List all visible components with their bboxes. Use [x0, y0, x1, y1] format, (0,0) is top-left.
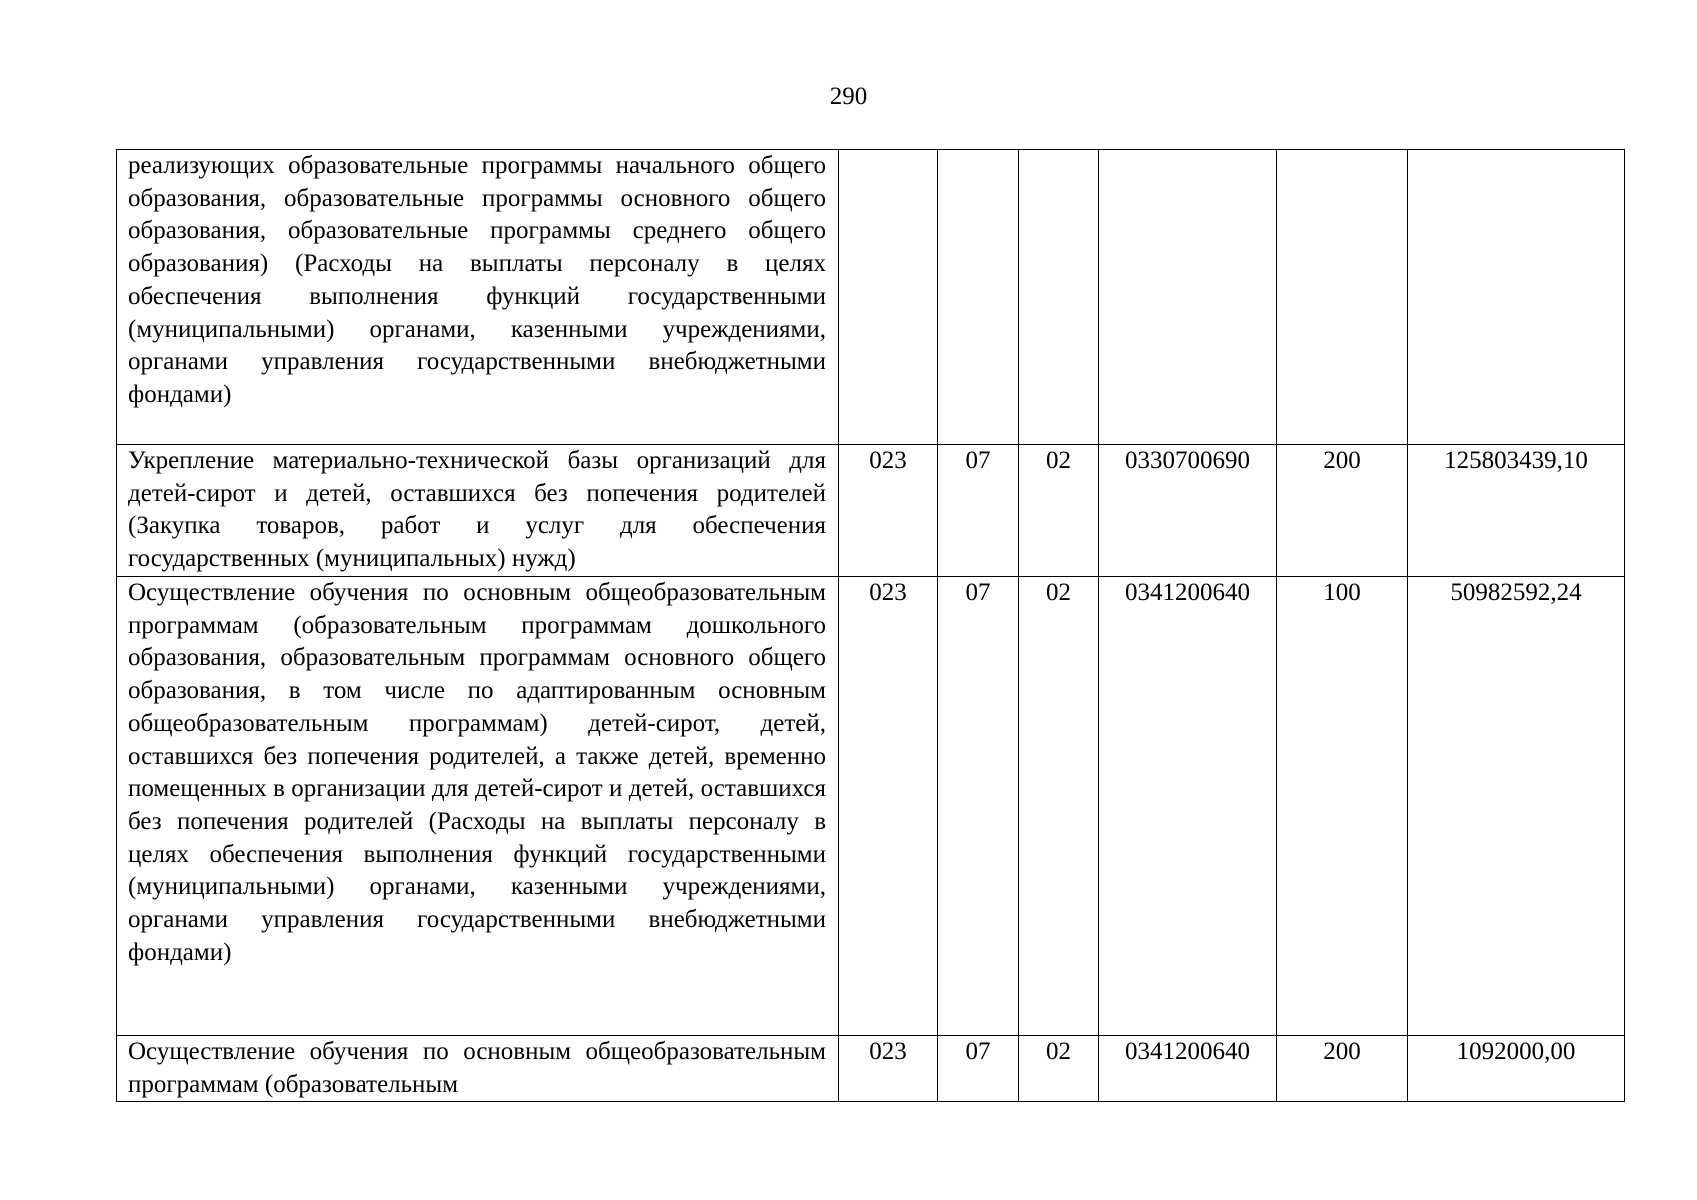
row-section-code: 07 [938, 1036, 1019, 1102]
row-expense-type-code: 100 [1277, 577, 1408, 1036]
row-target-article-code: 0341200640 [1099, 1036, 1277, 1102]
table-row [117, 445, 1625, 577]
row-description: Осуществление обучения по основным общеобразовательным программам (образовательным программам дошкольного образования, образовательным программам основного общего образования, в том числе по адаптированным основным общеобразовательным программам) детей-сирот, детей, оставшихся без попечения родителей, а также детей, временно помещенных в организации для детей-сирот и детей, оставшихся без попечения родителей (Расходы на выплаты персоналу в целях обеспечения выполнения функций государственными (муниципальными) органами, казенными учреждениями, органами управления государственными внебюджетными фондами) [117, 577, 839, 1036]
row-ved-code [839, 150, 938, 445]
row-description: Осуществление обучения по основным общеобразовательным программам (образовательным [117, 1036, 839, 1102]
row-target-article-code [1099, 150, 1277, 445]
row-sum: 125803439,10 [1408, 445, 1625, 577]
row-subsection-code: 02 [1019, 445, 1099, 577]
row-section-code: 07 [938, 577, 1019, 1036]
row-section-code [938, 150, 1019, 445]
row-expense-type-code [1277, 150, 1408, 445]
row-ved-code: 023 [839, 577, 938, 1036]
row-subsection-code: 02 [1019, 1036, 1099, 1102]
row-expense-type-code: 200 [1277, 1036, 1408, 1102]
row-sum: 1092000,00 [1408, 1036, 1625, 1102]
page-number: 290 [829, 83, 868, 110]
row-ved-code: 023 [839, 445, 938, 577]
table-row [117, 1036, 1625, 1102]
row-subsection-code: 02 [1019, 577, 1099, 1036]
row-section-code: 07 [938, 445, 1019, 577]
budget-table [116, 149, 1625, 1102]
row-target-article-code: 0341200640 [1099, 577, 1277, 1036]
row-sum: 50982592,24 [1408, 577, 1625, 1036]
row-target-article-code: 0330700690 [1099, 445, 1277, 577]
row-ved-code: 023 [839, 1036, 938, 1102]
table-row [117, 577, 1625, 1036]
table-row [117, 150, 1625, 445]
row-description: реализующих образовательные программы начального общего образования, образовательные программы основного общего образования, образовательные программы среднего общего образования) (Расходы на выплаты персоналу в целях обеспечения выполнения функций государственными (муниципальными) органами, казенными учреждениями, органами управления государственными внебюджетными фондами) [117, 150, 839, 445]
row-expense-type-code: 200 [1277, 445, 1408, 577]
row-subsection-code [1019, 150, 1099, 445]
row-description: Укрепление материально-технической базы организаций для детей-сирот и детей, оставшихся без попечения родителей (Закупка товаров, работ и услуг для обеспечения государственных (муниципальных) нужд) [117, 445, 839, 577]
row-sum [1408, 150, 1625, 445]
